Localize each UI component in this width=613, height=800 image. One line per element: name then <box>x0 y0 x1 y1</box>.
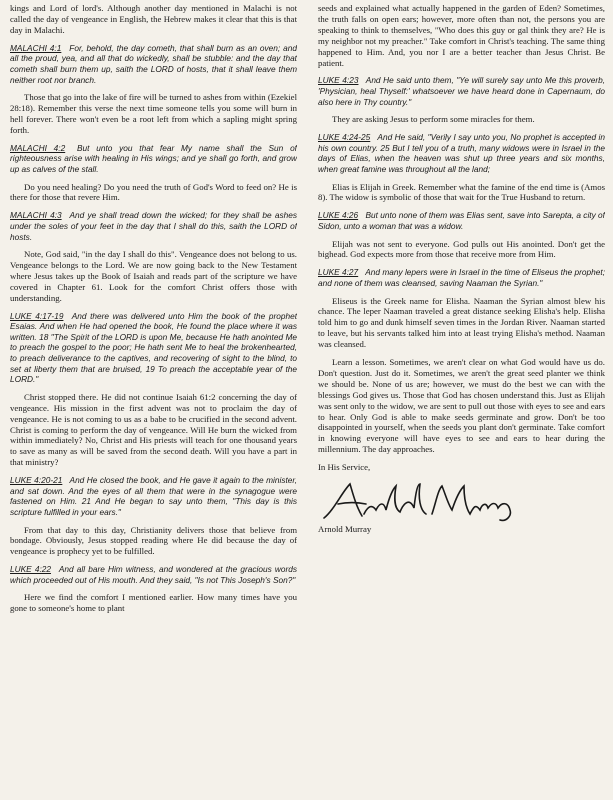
handwritten-signature <box>320 480 520 524</box>
closing-line: In His Service, <box>318 462 371 473</box>
paragraph: Note, God said, "in the day I shall do this". Vengeance does not belong to us. Vengeance belongs to the Lord. We are now going back to the New Testament where Jesus takes up the Book of Isaiah and reads part of the scripture we have covered in Chapter 61. Look for the comfort Christ offers those with understanding. <box>10 249 297 303</box>
scripture-text: And He closed the book, and He gave it again to the minister, and sat down. And the eyes of all them that were in the synagogue were fastened on Him. 21 And He began to say unto them, "This day is this scripture fulfilled in your ears." <box>10 475 297 517</box>
scripture-quote <box>10 143 297 175</box>
right-column <box>318 3 605 800</box>
scripture-text: And ye shall tread down the wicked; for they shall be ashes under the soles of your feet in the day that I shall do this, saith the LORD of hosts. <box>10 210 297 242</box>
left-column <box>10 3 297 800</box>
two-column-layout <box>10 3 605 800</box>
paragraph: Those that go into the lake of fire will be turned to ashes from within (Ezekiel 28:18). Remember this verse the next time someone tells you some will burn in hell forever. There won't even be a root left from which a sapling might spring forth. <box>10 92 297 135</box>
paragraph: From that day to this day, Christianity delivers those that believe from bondage. Obviously, Jesus stopped reading where He did because the day of vengeance is prophecy yet to be fulfilled. <box>10 524 297 557</box>
paragraph: Learn a lesson. Sometimes, we aren't clear on what God would have us do. Don't question. Just do it. Sometimes, we aren't the great seed planter we think we should be. None of us are; however, we must do the best we can with the blessings God gives us. Those that God has chosen understand this. Just as Elijah was sent only to the widow, we are sent to pull out those with eyes to see and ears to hear. Only God is able to make seeds germinate and grow. Don't be too disappointed in yourself, when the seeds you plant don't germinate. Take comfort in knowing everyone will have eyes to see and ears to hear during the millennium. The day approaches. <box>318 357 605 455</box>
scripture-text: And many lepers were in Israel in the time of Eliseus the prophet; and none of them was cleansed, saving Naaman the Syrian." <box>318 267 605 288</box>
paragraph: kings and Lord of lord's. Although another day mentioned in Malachi is not called the day of vengeance in English, the Hebrew makes it clear that this is that day in Malachi. <box>10 3 297 35</box>
scripture-reference: LUKE 4:27 <box>318 267 359 278</box>
scripture-text: But unto you that fear My name shall the Sun of righteousness arise with healing in His wings; and ye shall go forth, and grow up as calves of the stall. <box>10 142 297 174</box>
scripture-reference: LUKE 4:20-21 <box>10 475 63 486</box>
scripture-quote <box>10 311 297 385</box>
scripture-text: And all bare Him witness, and wondered at the gracious words which proceeded out of His mouth. And they said, "Is not This Joseph's Son?" <box>10 564 297 585</box>
paragraph: They are asking Jesus to perform some miracles for them. <box>332 114 535 125</box>
scripture-reference: LUKE 4:23 <box>318 75 359 86</box>
scripture-reference: MALACHI 4:3 <box>10 210 62 221</box>
paragraph: Eliseus is the Greek name for Elisha. Naaman the Syrian almost blew his chance. The leper Naaman traveled a great distance seeking Elisha's help. Elisha told him to go and dunk himself seven times in the Jordan River. Naaman started to leave, but his servants talked him into at least trying Elisha's method. Naaman was cleansed. <box>318 295 605 350</box>
scripture-quote <box>318 267 605 288</box>
scripture-text: And He said, "Verily I say unto you, No prophet is accepted in his own country. 25 But I tell you of a truth, many widows were in Israel in the days of Elias, when the heaven was shut up three years and six months, when great famine was throughout all the land; <box>318 132 605 174</box>
scripture-text: But unto none of them was Elias sent, save into Sarepta, a city of Sidon, unto a woman that was a widow. <box>318 210 605 231</box>
paragraph: Elias is Elijah in Greek. Remember what the famine of the end time is (Amos 8). The widow is symbolic of those that wait for the True Husband to return. <box>318 181 605 203</box>
paragraph: Christ stopped there. He did not continue Isaiah 61:2 concerning the day of vengeance. His mission in the first advent was not to proclaim the day of vengeance. He is not coming to us as a babe to be crucified in the second advent. Christ is coming to perform the day of vengeance. Will He burn the wicked from within immediately? No, Christ and His priests will teach for one thousand years to save as many as will be saved from the second death. Will you have a part in that ministry? <box>10 391 297 468</box>
paragraph: Here we find the comfort I mentioned earlier. How many times have you gone to someone's home to plant <box>10 592 297 614</box>
scripture-text: For, behold, the day cometh, that shall burn as an oven; and all the proud, yea, and all that do wickedly, shall be stubble: and the day that cometh shall burn them up, saith the LORD of hosts, that it shall leave them neither root nor branch. <box>10 42 297 85</box>
scripture-reference: LUKE 4:22 <box>10 564 51 575</box>
scripture-quote <box>10 43 297 85</box>
scripture-text: And He said unto them, "Ye will surely say unto Me this proverb, 'Physician, heal Thyself:' whatsoever we have heard done in Capernaum, do also here in Thy country." <box>318 75 605 107</box>
scripture-reference: LUKE 4:24-25 <box>318 132 371 143</box>
scripture-reference: LUKE 4:17-19 <box>10 310 64 321</box>
scripture-text: And there was delivered unto Him the book of the prophet Esaias. And when He had opened the book, He found the place where it was written. 18 "The Spirit of the LORD is upon Me, because He hath anointed Me to preach the gospel to the poor; He hath sent Me to heal the brokenhearted, to preach deliverance to the captives, and recovering of sight to the blind, to set at liberty them that are bruised, 19 To preach the acceptable year of the LORD." <box>10 310 297 385</box>
scripture-reference: MALACHI 4:2 <box>10 142 66 153</box>
paragraph: Do you need healing? Do you need the truth of God's Word to feed on? He is there for those that revere Him. <box>10 181 297 203</box>
scripture-quote <box>10 210 297 242</box>
scripture-quote <box>318 132 605 174</box>
scripture-quote <box>10 564 297 585</box>
paragraph: Elijah was not sent to everyone. God pulls out His anointed. Don't get the bighead. God expects more from those that receive more from Him. <box>318 238 605 260</box>
scripture-quote <box>318 210 605 231</box>
scripture-reference: LUKE 4:26 <box>318 210 359 221</box>
scripture-quote <box>318 75 605 107</box>
scripture-quote <box>10 475 297 517</box>
signature-name: Arnold Murray <box>318 524 372 535</box>
paragraph: seeds and explained what actually happened in the garden of Eden? Sometimes, the truth falls on open ears; however, more often than not, the persons you are speaking to think to themselves, "Who does this guy or gal think they are? He is my neighbor not my preacher." Take comfort in Christ's teaching. The same thing happened to Him. And, you nor I are a better teacher than Jesus Christ. Be patient. <box>318 3 605 68</box>
scripture-reference: MALACHI 4:1 <box>10 42 62 53</box>
